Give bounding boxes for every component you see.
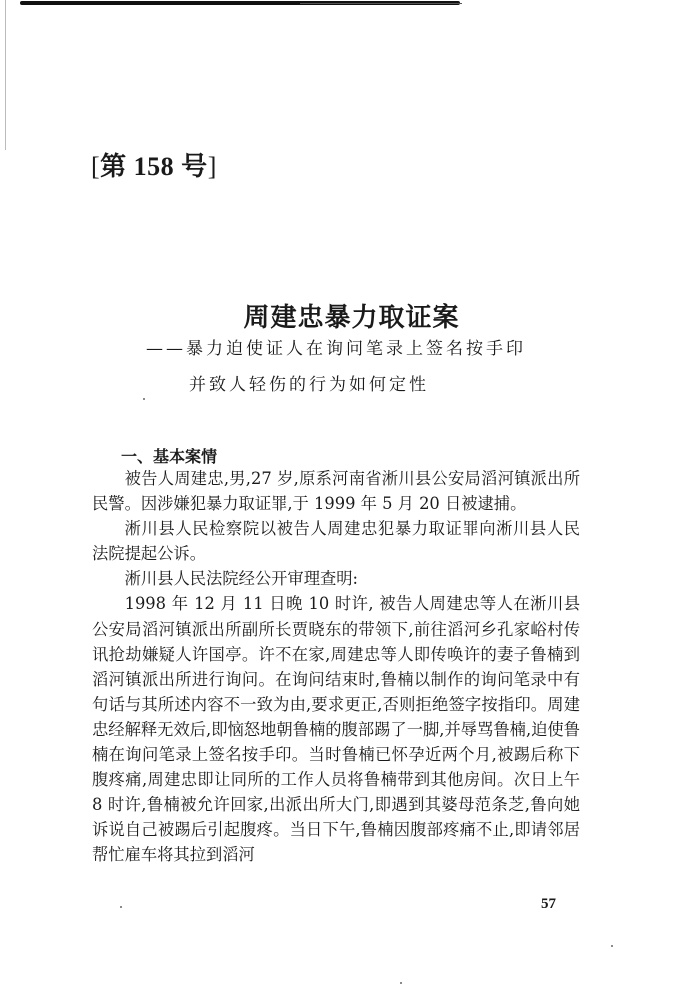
case-subtitle-line1: ——暴力迫使证人在询问笔录上签名按手印	[146, 339, 526, 359]
paragraph: 被告人周建忠,男,27 岁,原系河南省淅川县公安局滔河镇派出所民警。因涉嫌犯暴力取证罪,于 1999 年 5 月 20 日被逮捕。	[92, 469, 580, 514]
paragraph: 淅川县人民法院经公开审理查明:	[124, 569, 359, 589]
section-heading: 一、基本案情	[121, 447, 218, 466]
paragraph: 淅川县人民检察院以被告人周建忠犯暴力取证罪向淅川县人民法院提起公诉。	[92, 519, 580, 564]
page-edge-shadow	[5, 0, 6, 150]
body-text	[92, 466, 580, 868]
scan-speck	[611, 945, 613, 947]
case-number-bracket-close: ]	[207, 152, 217, 181]
scan-speck	[143, 398, 145, 400]
case-number-label: 第 158 号	[100, 152, 208, 181]
scan-speck	[120, 906, 122, 908]
paragraph: 1998 年 12 月 11 日晚 10 时许, 被告人周建忠等人在淅川县公安局滔河镇派出所副所长贾晓东的带领下,前往滔河乡孔家峪村传讯抢劫嫌疑人许国亭。许不在家,周建忠等人即传唤许的妻子鲁楠到滔河镇派出所进行询问。在询问结束时,鲁楠以制作的询问笔录中有句话与其所述内容不一致为由,要求更正,否则拒绝签字按指印。周建忠经解释无效后,即恼怒地朝鲁楠的腹部踢了一脚,并辱骂鲁楠,迫使鲁楠在询问笔录上签名按手印。当时鲁楠已怀孕近两个月,被踢后称下腹疼痛,周建忠即让同所的工作人员将鲁楠带到其他房间。次日上午 8 时许,鲁楠被允许回家,出派出所大门,即遇到其婆母范条芝,鲁向她诉说自己被踢后引起腹疼。当日下午,鲁楠因腹部疼痛不止,即请邻居帮忙雇车将其拉到滔河	[92, 594, 580, 865]
case-subtitle-line2: 并致人轻伤的行为如何定性	[189, 375, 429, 395]
case-title: 周建忠暴力取证案	[243, 303, 460, 333]
case-number	[91, 146, 217, 183]
header-rule-thin	[300, 3, 462, 4]
case-number-bracket-open: [	[91, 152, 101, 181]
scan-speck	[400, 982, 402, 984]
page-number: 57	[541, 896, 556, 912]
